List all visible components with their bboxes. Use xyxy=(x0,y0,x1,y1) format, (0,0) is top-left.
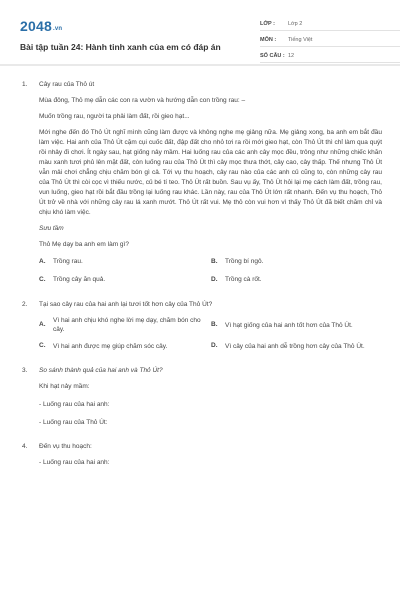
story-source: Sưu tầm xyxy=(39,225,64,232)
option-letter: A. xyxy=(39,258,46,265)
question-number: 3. xyxy=(22,367,28,374)
question-1 xyxy=(22,80,382,286)
question-2 xyxy=(22,300,382,352)
option-letter: A. xyxy=(39,321,46,328)
option-b[interactable] xyxy=(211,256,383,268)
header xyxy=(10,8,390,64)
option-a[interactable] xyxy=(39,256,211,268)
answer-line: - Luống rau của hai anh: xyxy=(39,459,110,466)
option-letter: D. xyxy=(211,342,218,349)
meta-label: MÔN : xyxy=(260,37,277,43)
logo-sub: .vn xyxy=(52,26,63,32)
option-letter: B. xyxy=(211,321,218,328)
option-d[interactable] xyxy=(211,274,383,286)
option-c[interactable] xyxy=(39,274,211,286)
answer-options xyxy=(39,256,382,286)
answer-line: - Luống rau của hai anh: xyxy=(39,401,110,408)
meta-label: LỚP : xyxy=(260,21,275,27)
question-number: 1. xyxy=(22,81,28,88)
meta-row-subject xyxy=(260,34,400,47)
question-title: Đến vụ thu hoạch: xyxy=(39,443,92,450)
option-text: Trồng cà rốt. xyxy=(225,276,262,283)
story-paragraph: Mới nghe đến đó Thỏ Út nghĩ mình cũng làm được và không nghe mẹ giảng nữa. Mẹ giảng xong, ba anh em bắt đầu làm việc. Hai anh của Thỏ Út cặm cụi cuốc đất, đập đất cho nhỏ tơi ra rồi mới gieo hạt, còn Thỏ Út thì chỉ làm qua quýt rồi nhảy đi chơi. Ít ngày sau, hạt giống nảy mầm. Hai luống rau của các anh cây mọc đều, trông như những chiếc khăn màu xanh tươi phủ lên mặt đất, còn luống rau của Thỏ Út thì cây mọc thưa thớt, cây cao, cây thấp. Thế nhưng Thỏ Út vẫn mải chơi chẳng chịu chăm bón gì cả. Tới vụ thu hoạch, cây rau nào của các anh củ cũng to, còn những cây rau của Thỏ Út thì còi cọc vì thiếu nước, củ bé tí teo. Thỏ Út rất buồn. Sau vụ ấy, Thỏ Út hỏi lại mẹ cách làm đất, trồng rau, vun luống, gieo hạt rồi bắt đầu trồng lại luống rau khác. Lần này, rau của Thỏ Út lớn rất nhanh. Đến vụ thu hoạch, Thỏ Út trở về nhà với những cây rau lá xanh mướt. Thỏ Út rất vui. Mẹ thỏ còn vui hơn vì thấy Thỏ Út đã biết chăm chỉ và chịu khó làm việc. xyxy=(39,129,382,216)
option-a[interactable] xyxy=(39,316,211,334)
option-letter: D. xyxy=(211,276,218,283)
site-logo[interactable] xyxy=(20,18,62,34)
question-number: 2. xyxy=(22,301,28,308)
option-c[interactable] xyxy=(39,340,211,352)
story-paragraph: Mùa đông, Thỏ mẹ dẫn các con ra vườn và hướng dẫn con trồng rau: – xyxy=(39,97,246,104)
answer-options xyxy=(39,316,382,352)
option-text: Vì hai anh chịu khó nghe lời mẹ dạy, chăm bón cho cây. xyxy=(53,317,201,333)
question-title: Cây rau của Thỏ út xyxy=(39,81,95,88)
question-title: So sánh thành quả của hai anh và Thỏ Út? xyxy=(39,367,163,374)
option-text: Trồng rau. xyxy=(53,258,83,265)
option-text: Trồng bí ngô. xyxy=(225,258,264,265)
story-paragraph: Muốn trồng rau, người ta phải làm đất, rồi gieo hạt... xyxy=(39,113,190,120)
question-4 xyxy=(22,442,382,468)
option-letter: C. xyxy=(39,276,46,283)
question-prompt: Thỏ Mẹ dạy ba anh em làm gì? xyxy=(39,241,129,248)
option-text: Vì hạt giống của hai anh tốt hơn của Thỏ Út. xyxy=(225,321,353,329)
answer-line: - Luống rau của Thỏ Út: xyxy=(39,419,108,426)
meta-value: Lớp 2 xyxy=(288,21,303,27)
header-divider xyxy=(0,64,400,66)
meta-table xyxy=(260,18,400,66)
option-text: Trồng cây ăn quả. xyxy=(53,276,106,283)
meta-value: Tiếng Việt xyxy=(288,37,313,43)
logo-main: 2048 xyxy=(20,18,52,34)
worksheet-content xyxy=(22,80,382,476)
meta-label: SỐ CÂU : xyxy=(260,53,285,59)
option-d[interactable] xyxy=(211,340,383,352)
meta-row-count xyxy=(260,50,400,63)
meta-value: 12 xyxy=(288,53,295,59)
meta-row-grade xyxy=(260,18,400,31)
option-letter: C. xyxy=(39,342,46,349)
option-b[interactable] xyxy=(211,316,383,334)
option-text: Vì hai anh được mẹ giúp chăm sóc cây. xyxy=(53,342,168,350)
question-number: 4. xyxy=(22,443,28,450)
option-letter: B. xyxy=(211,258,218,265)
question-3 xyxy=(22,366,382,428)
answer-line: Khi hạt nảy mầm: xyxy=(39,383,90,390)
question-title: Tại sao cây rau của hai anh lại tươi tốt hơn cây của Thỏ Út? xyxy=(39,301,213,308)
option-text: Vì cây của hai anh dễ trồng hơn cây của Thỏ Út. xyxy=(225,342,365,350)
document-title: Bài tập tuần 24: Hành tinh xanh của em có đáp án xyxy=(20,42,221,52)
